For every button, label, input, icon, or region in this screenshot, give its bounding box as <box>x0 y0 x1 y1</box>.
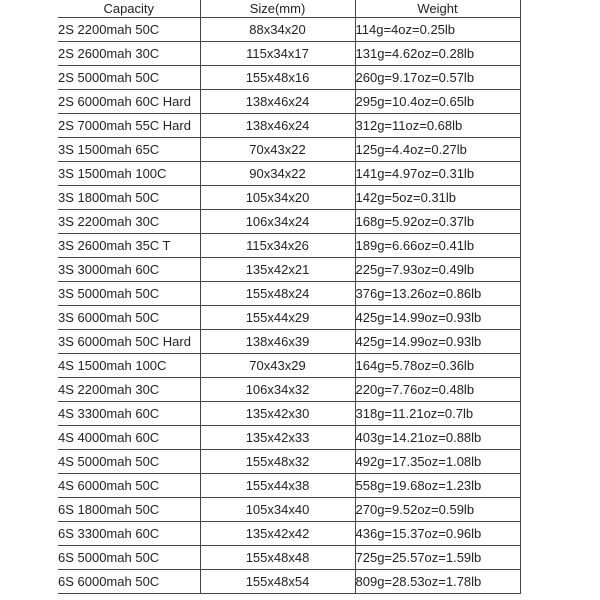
capacity-cell: 6S 6000mah 50C <box>58 570 200 594</box>
capacity-cell: 3S 6000mah 50C <box>58 306 200 330</box>
size-cell: 135x42x33 <box>200 426 355 450</box>
size-cell: 138x46x24 <box>200 90 355 114</box>
weight-cell: 425g=14.99oz=0.93lb <box>355 330 520 354</box>
weight-cell: 142g=5oz=0.31lb <box>355 186 520 210</box>
table-row <box>58 90 520 114</box>
size-cell: 155x48x32 <box>200 450 355 474</box>
weight-cell: 725g=25.57oz=1.59lb <box>355 546 520 570</box>
size-cell: 155x48x54 <box>200 570 355 594</box>
weight-cell: 189g=6.66oz=0.41lb <box>355 234 520 258</box>
capacity-cell: 3S 5000mah 50C <box>58 282 200 306</box>
capacity-cell: 6S 3300mah 60C <box>58 522 200 546</box>
table-row <box>58 378 520 402</box>
size-cell: 105x34x20 <box>200 186 355 210</box>
weight-cell: 168g=5.92oz=0.37lb <box>355 210 520 234</box>
table-row <box>58 354 520 378</box>
spec-table <box>58 0 521 594</box>
weight-cell: 403g=14.21oz=0.88lb <box>355 426 520 450</box>
weight-cell: 114g=4oz=0.25lb <box>355 18 520 42</box>
capacity-cell: 3S 3000mah 60C <box>58 258 200 282</box>
size-cell: 115x34x17 <box>200 42 355 66</box>
size-cell: 88x34x20 <box>200 18 355 42</box>
size-cell: 90x34x22 <box>200 162 355 186</box>
weight-cell: 220g=7.76oz=0.48lb <box>355 378 520 402</box>
table-row <box>58 42 520 66</box>
weight-cell: 260g=9.17oz=0.57lb <box>355 66 520 90</box>
size-cell: 70x43x29 <box>200 354 355 378</box>
capacity-cell: 4S 4000mah 60C <box>58 426 200 450</box>
capacity-cell: 2S 5000mah 50C <box>58 66 200 90</box>
size-cell: 138x46x24 <box>200 114 355 138</box>
column-header-capacity: Capacity <box>58 0 200 18</box>
table-row <box>58 162 520 186</box>
size-cell: 105x34x40 <box>200 498 355 522</box>
size-cell: 106x34x24 <box>200 210 355 234</box>
size-cell: 155x44x38 <box>200 474 355 498</box>
size-cell: 106x34x32 <box>200 378 355 402</box>
capacity-cell: 2S 2600mah 30C <box>58 42 200 66</box>
table-row <box>58 66 520 90</box>
capacity-cell: 6S 1800mah 50C <box>58 498 200 522</box>
battery-spec-table <box>58 0 520 594</box>
size-cell: 155x48x24 <box>200 282 355 306</box>
capacity-cell: 3S 1800mah 50C <box>58 186 200 210</box>
table-row <box>58 450 520 474</box>
table-row <box>58 306 520 330</box>
table-body <box>58 18 520 594</box>
table-row <box>58 114 520 138</box>
weight-cell: 558g=19.68oz=1.23lb <box>355 474 520 498</box>
weight-cell: 492g=17.35oz=1.08lb <box>355 450 520 474</box>
weight-cell: 436g=15.37oz=0.96lb <box>355 522 520 546</box>
weight-cell: 270g=9.52oz=0.59lb <box>355 498 520 522</box>
capacity-cell: 4S 2200mah 30C <box>58 378 200 402</box>
capacity-cell: 2S 2200mah 50C <box>58 18 200 42</box>
table-row <box>58 138 520 162</box>
size-cell: 135x42x42 <box>200 522 355 546</box>
table-row <box>58 234 520 258</box>
table-row <box>58 474 520 498</box>
table-row <box>58 330 520 354</box>
size-cell: 135x42x21 <box>200 258 355 282</box>
table-row <box>58 402 520 426</box>
table-row <box>58 546 520 570</box>
column-header-size: Size(mm) <box>200 0 355 18</box>
size-cell: 155x48x16 <box>200 66 355 90</box>
size-cell: 115x34x26 <box>200 234 355 258</box>
capacity-cell: 3S 2600mah 35C T <box>58 234 200 258</box>
table-row <box>58 498 520 522</box>
size-cell: 135x42x30 <box>200 402 355 426</box>
table-row <box>58 18 520 42</box>
table-row <box>58 186 520 210</box>
capacity-cell: 2S 6000mah 60C Hard <box>58 90 200 114</box>
capacity-cell: 3S 6000mah 50C Hard <box>58 330 200 354</box>
weight-cell: 312g=11oz=0.68lb <box>355 114 520 138</box>
capacity-cell: 4S 6000mah 50C <box>58 474 200 498</box>
table-row <box>58 570 520 594</box>
weight-cell: 318g=11.21oz=0.7lb <box>355 402 520 426</box>
table-row <box>58 258 520 282</box>
size-cell: 155x48x48 <box>200 546 355 570</box>
weight-cell: 376g=13.26oz=0.86lb <box>355 282 520 306</box>
capacity-cell: 3S 2200mah 30C <box>58 210 200 234</box>
capacity-cell: 4S 3300mah 60C <box>58 402 200 426</box>
size-cell: 155x44x29 <box>200 306 355 330</box>
capacity-cell: 3S 1500mah 65C <box>58 138 200 162</box>
capacity-cell: 3S 1500mah 100C <box>58 162 200 186</box>
column-header-weight: Weight <box>355 0 520 18</box>
weight-cell: 141g=4.97oz=0.31lb <box>355 162 520 186</box>
weight-cell: 164g=5.78oz=0.36lb <box>355 354 520 378</box>
weight-cell: 425g=14.99oz=0.93lb <box>355 306 520 330</box>
weight-cell: 225g=7.93oz=0.49lb <box>355 258 520 282</box>
table-row <box>58 426 520 450</box>
capacity-cell: 2S 7000mah 55C Hard <box>58 114 200 138</box>
capacity-cell: 6S 5000mah 50C <box>58 546 200 570</box>
size-cell: 138x46x39 <box>200 330 355 354</box>
size-cell: 70x43x22 <box>200 138 355 162</box>
capacity-cell: 4S 1500mah 100C <box>58 354 200 378</box>
weight-cell: 125g=4.4oz=0.27lb <box>355 138 520 162</box>
table-row <box>58 210 520 234</box>
weight-cell: 809g=28.53oz=1.78lb <box>355 570 520 594</box>
capacity-cell: 4S 5000mah 50C <box>58 450 200 474</box>
table-row <box>58 282 520 306</box>
table-header <box>58 0 520 18</box>
header-row <box>58 0 520 18</box>
weight-cell: 131g=4.62oz=0.28lb <box>355 42 520 66</box>
weight-cell: 295g=10.4oz=0.65lb <box>355 90 520 114</box>
table-row <box>58 522 520 546</box>
